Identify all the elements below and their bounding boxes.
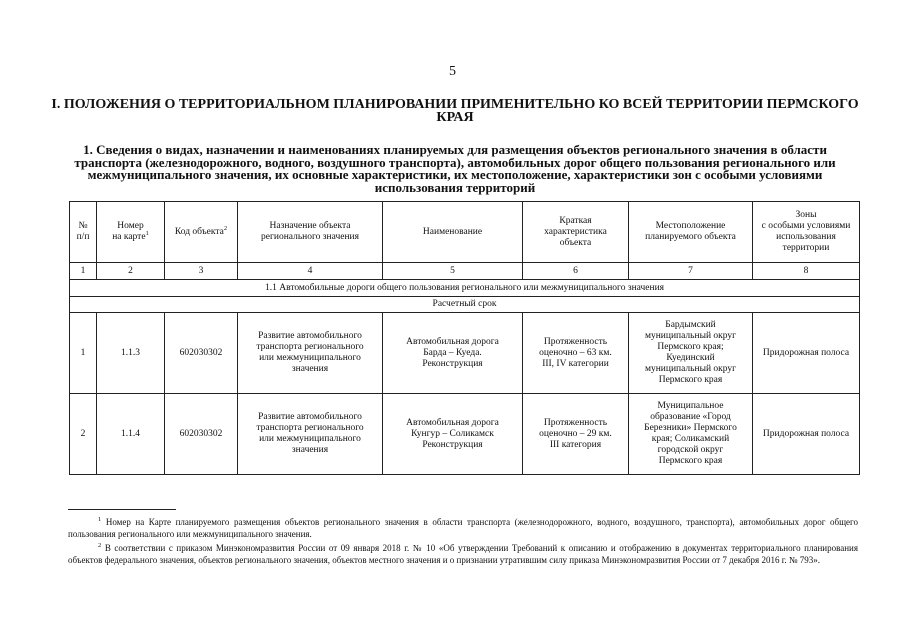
cell-num: 1 <box>70 313 97 394</box>
subsection-heading: 1. Сведения о видах, назначении и наименованиях планируемых для размещения объектов регионального значения в области транспорта (железнодорожного, водного, воздушного транспорта), автомобильных дорог общего пользования регионального или межмуниципального значения, их основные характеристики, их местоположение, характеристики зон с особыми условиями использования территорий <box>74 142 836 195</box>
header-num: № п/п <box>70 202 97 263</box>
footnote-ref-2: 2 <box>223 224 228 232</box>
section-heading: I. ПОЛОЖЕНИЯ О ТЕРРИТОРИАЛЬНОМ ПЛАНИРОВАНИИ ПРИМЕНИТЕЛЬНО КО ВСЕЙ ТЕРРИТОРИИ ПЕРМСКОГО КРАЯ <box>51 97 859 125</box>
section-title: 1.1 Автомобильные дороги общего пользования регионального или межмуниципального значения <box>70 280 860 297</box>
cell-brief: Протяженность оценочно – 63 км. III, IV категории <box>523 313 629 394</box>
footnote-1 <box>68 517 858 540</box>
cell-name: Автомобильная дорога Барда – Куеда. Реконструкция <box>383 313 523 394</box>
col-number: 2 <box>97 263 165 280</box>
footnote-separator <box>68 509 176 510</box>
objects-table <box>69 201 860 475</box>
header-code-label: Код объекта <box>174 226 224 237</box>
footnote-mark: 2 <box>98 542 102 549</box>
cell-zones: Придорожная полоса <box>753 394 860 475</box>
footnote-2 <box>68 543 858 566</box>
cell-num: 2 <box>70 394 97 475</box>
col-number: 6 <box>523 263 629 280</box>
header-purpose: Назначение объекта регионального значения <box>238 202 383 263</box>
footnote-text: Номер на Карте планируемого размещения объектов регионального значения в области транспорта (железнодорожного, водного, воздушного, транспорта), автомобильных дорог общего пользования регионального или межмуниципального значения. <box>68 517 858 539</box>
cell-map-number: 1.1.3 <box>97 313 165 394</box>
cell-purpose: Развитие автомобильного транспорта регионального или межмуниципального значения <box>238 313 383 394</box>
col-number: 7 <box>629 263 753 280</box>
footnote-text: В соответствии с приказом Минэкономразвития России от 09 января 2018 г. № 10 «Об утверждении Требований к описанию и отображению в документах территориального планирования объектов федерального значения, объектов регионального значения, объектов местного значения и о признании утратившим силу приказа Минэкономразвития России от 7 декабря 2016 г. № 793». <box>68 543 858 565</box>
cell-name: Автомобильная дорога Кунгур – Соликамск Реконструкция <box>383 394 523 475</box>
table-row <box>70 313 860 394</box>
section-row <box>70 280 860 297</box>
footnote-mark: 1 <box>98 516 102 523</box>
header-brief: Краткая характеристика объекта <box>523 202 629 263</box>
col-number: 1 <box>70 263 97 280</box>
header-code <box>165 202 238 263</box>
header-location: Местоположение планируемого объекта <box>629 202 753 263</box>
footnote-ref-1: 1 <box>145 229 149 237</box>
table-row <box>70 394 860 475</box>
subsection-row <box>70 297 860 313</box>
cell-purpose: Развитие автомобильного транспорта регионального или межмуниципального значения <box>238 394 383 475</box>
col-number: 3 <box>165 263 238 280</box>
page-number: 5 <box>449 64 456 79</box>
col-number: 5 <box>383 263 523 280</box>
cell-brief: Протяженность оценочно – 29 км. III категория <box>523 394 629 475</box>
header-map-number <box>97 202 165 263</box>
col-number: 4 <box>238 263 383 280</box>
subsection-title: Расчетный срок <box>70 297 860 313</box>
cell-code: 602030302 <box>165 394 238 475</box>
column-number-row <box>70 263 860 280</box>
cell-location: Бардымский муниципальный округ Пермского края; Куединский муниципальный округ Пермского края <box>629 313 753 394</box>
cell-code: 602030302 <box>165 313 238 394</box>
cell-map-number: 1.1.4 <box>97 394 165 475</box>
cell-location: Муниципальное образование «Город Березники» Пермского края; Соликамский городской округ Пермского края <box>629 394 753 475</box>
header-zones: Зоны с особыми условиями использования территории <box>753 202 860 263</box>
cell-zones: Придорожная полоса <box>753 313 860 394</box>
table-header-row <box>70 202 860 263</box>
col-number: 8 <box>753 263 860 280</box>
header-map-number-label: Номер на карте <box>112 221 146 242</box>
header-name: Наименование <box>383 202 523 263</box>
